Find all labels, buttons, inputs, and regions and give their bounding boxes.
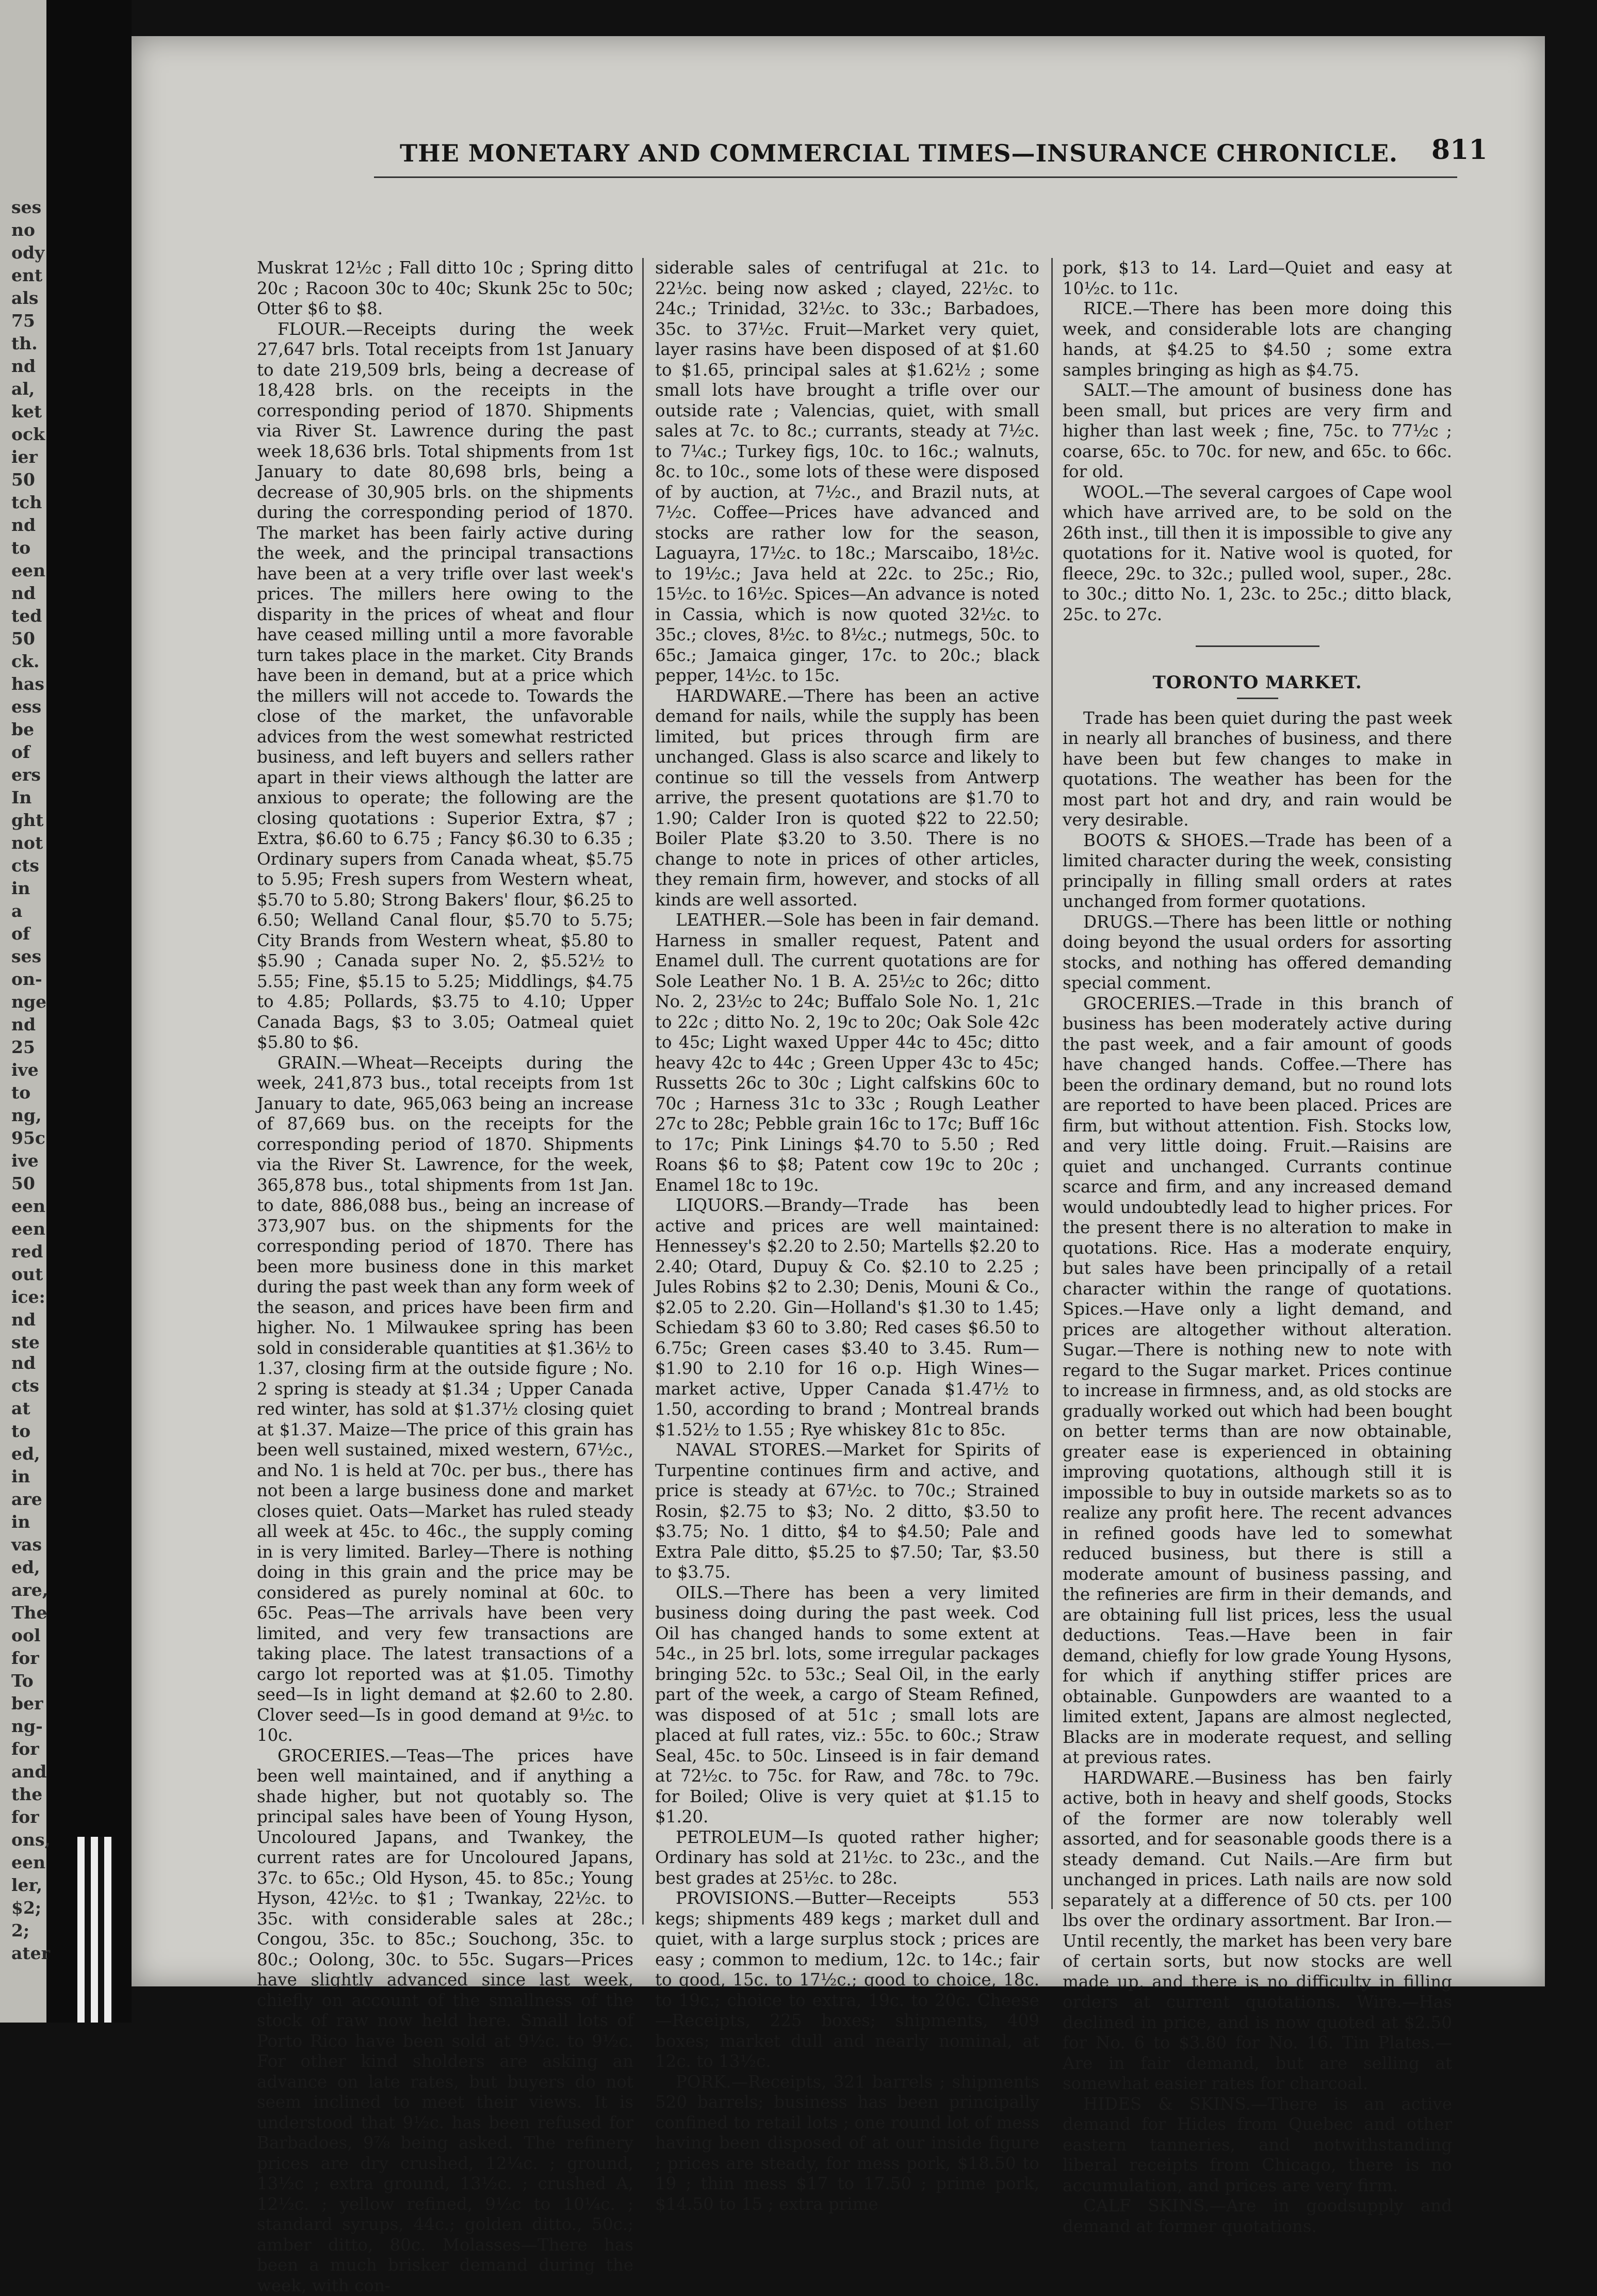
column-3 [1063, 258, 1452, 2237]
paragraph: GRAIN.—Wheat—Receipts during the week, 241,873 bus., total receipts from 1st January to date, 965,063 being an increase of 87,669 bus. on the receipts for the corresponding period of 1870. Shipments via the River St. Lawrence, for the week, 365,878 bus., total shipments from 1st Jan. to date, 886,088 bus., being an increase of 373,907 bus. on the shipments for the corresponding period of 1870. There has been more business done in this market during the past week than any form week of the season, and prices have been firm and higher. No. 1 Milwaukee spring has been sold in considerable quantities at $1.36½ to 1.37, closing firm at the outside figure ; No. 2 spring is steady at $1.34 ; Upper Canada red winter, has sold at $1.37½ closing quiet at $1.37. Maize—The price of this grain has been well sustained, mixed western, 67½c., and No. 1 is held at 70c. per bus., there has not been a large business done and market closes quiet. Oats—Market has ruled steady all week at 45c. to 46c., the supply coming in is very limited. Barley—There is nothing doing in this grain and the price may be considered as purely nominal at 60c. to 65c. Peas—The arrivals have been very limited, and very few transactions are taking place. The latest transactions of a cargo lot reported was at $1.05. Timothy seed—Is in light demand at $2.60 to 2.80. Clover seed—Is in good demand at 9½c. to 10c. [257, 1053, 633, 1746]
header-rule [374, 176, 1457, 178]
paragraph: HARDWARE.—Business has ben fairly active, both in heavy and shelf goods, Stocks of the former are now tolerably well assorted, and for seasonable goods there is a steady demand. Cut Nails.—Are firm but unchanged in prices. Lath nails are now sold separately at a difference of 50 cts. per 100 lbs over the ordinary assortment. Bar Iron.—Until recently, the market has been very bare of certain sorts, but now stocks are well made up, and there is no difficulty in filling orders at current quotations. Wire.—Has declined in price, and is now quoted at $2.50 for No. 6 to $3.80 for No. 16. Tin Plates.—Are in fair demand, but are selling at somewhat easier rates for charcoal. [1063, 1768, 1452, 2094]
title-rule [1237, 698, 1278, 699]
paragraph: siderable sales of centrifugal at 21c. to 22½c. being now asked ; clayed, 22½c. to 24c.; Trinidad, 32½c. to 33c.; Barbadoes, 35c. to 37½c. Fruit—Market very quiet, layer rasins have been disposed of at $1.60 to $1.65, principal sales at $1.62½ ; some small lots have brought a trifle over our outside rate ; Valencias, quiet, with small sales at 7c. to 8c.; currants, steady at 7½c. to 7¼c.; Turkey figs, 10c. to 16c.; walnuts, 8c. to 10c., some lots of these were disposed of by auction, at 7½c., and Brazil nuts, at 7½c. Coffee—Prices have advanced and stocks are rather low for the season, Laguayra, 17½c. to 18c.; Marscaibo, 18½c. to 19½c.; Java held at 22c. to 25c.; Rio, 15½c. to 16½c. Spices—An advance is noted in Cassia, which is now quoted 32½c. to 35c.; cloves, 8½c. to 8½c.; nutmegs, 50c. to 65c.; Jamaica ginger, 17c. to 20c.; black pepper, 14½c. to 15c. [655, 258, 1039, 686]
previous-page-edge [0, 0, 46, 2023]
page-header [132, 36, 1545, 201]
section-separator [1196, 645, 1319, 647]
column-2 [655, 258, 1039, 2214]
paragraph: GROCERIES.—Trade in this branch of business has been moderately active during the past week, and a fair amount of goods have changed hands. Coffee.—There has been the ordinary demand, but no round lots are reported to have been placed. Prices are firm, but without attention. Fish. Stocks low, and very little doing. Fruit.—Raisins are quiet and unchanged. Currants continue scarce and firm, and any increased demand would undoubtedly lead to higher prices. For the present there is no alteration to make in quotations. Rice. Has a moderate enquiry, but sales have been principally of a retail character within the range of quotations. Spices.—Have only a light demand, and prices are altogether without alteration. Sugar.—There is nothing new to note with regard to the Sugar market. Prices continue to increase in firmness, and, as old stocks are gradually worked out which had been bought on better terms than are now obtainable, greater ease is experienced in obtaining improving quotations, although still it is impossible to buy in outside markets so as to realize any profit here. The recent advances in refined goods have led to somewhat reduced business, but there is still a moderate amount of business passing, and the refineries are firm in their demands, and are obtaining full list prices, less the usual deductions. Teas.—Have been in fair demand, chiefly for low grade Young Hysons, for which if anything stiffer prices are obtainable. Gunpowders are waanted to a limited extent, Japans are almost neglected, Blacks are in moderate request, and selling at previous rates. [1063, 994, 1452, 1768]
paragraph: HIDES & SKINS.—There is an active demand for Hides from Quebec and other eastern tanneries, and notwithstanding liberal receipts from Chicago, there is no accumulation, and prices are very firm. [1063, 2094, 1452, 2196]
binding-stripes [77, 1837, 113, 2023]
paragraph: WOOL.—The several cargoes of Cape wool which have arrived are, to be sold on the 26th inst., till then it is impossible to give any quotations for it. Native wool is quoted, for fleece, 29c. to 32c.; pulled wool, super., 28c. to 30c.; ditto No. 1, 23c. to 25c.; ditto black, 25c. to 27c. [1063, 482, 1452, 625]
paragraph: OILS.—There has been a very limited business doing during the past week. Cod Oil has changed hands to some extent at 54c., in 25 brl. lots, some irregular packages bringing 52c. to 53c.; Seal Oil, in the early part of the week, a cargo of Steam Refined, was disposed of at 51c ; small lots are placed at full rates, viz.: 55c. to 60c.; Straw Seal, 45c. to 50c. Linseed is in fair demand at 72½c. to 75c. for Raw, and 78c. to 79c. for Boiled; Olive is very quiet at $1.15 to $1.20. [655, 1583, 1039, 1828]
column-rule [1051, 258, 1053, 1909]
paragraph: NAVAL STORES.—Market for Spirits of Turpentine continues firm and active, and price is steady at 67½c. to 70c.; Strained Rosin, $2.75 to $3; No. 2 ditto, $3.50 to $3.75; No. 1 ditto, $4 to $4.50; Pale and Extra Pale ditto, $5.25 to $7.50; Tar, $3.50 to $3.75. [655, 1440, 1039, 1583]
paragraph: RICE.—There has been more doing this week, and considerable lots are changing hands, at $4.25 to $4.50 ; some extra samples bringing as high as $4.75. [1063, 299, 1452, 380]
column-rule [642, 258, 644, 1925]
paragraph: HARDWARE.—There has been an active demand for nails, while the supply has been limited, but prices through firm are unchanged. Glass is also scarce and likely to continue so till the vessels from Antwerp arrive, the present quotations are $1.70 to 1.90; Calder Iron is quoted $22 to 22.50; Boiler Plate $3.20 to 3.50. There is no change to note in prices of other articles, they remain firm, however, and stocks of all kinds are well assorted. [655, 686, 1039, 911]
paragraph: LIQUORS.—Brandy—Trade has been active and prices are well maintained: Hennessey's $2.20 to 2.50; Martells $2.20 to 2.40; Otard, Dupuy & Co. $2.10 to 2.25 ; Jules Robins $2 to 2.30; Denis, Mouni & Co., $2.05 to 2.20. Gin—Holland's $1.30 to 1.45; Schiedam $3 60 to 3.80; Red cases $6.50 to 6.75c; Green cases $3.40 to 3.45. Rum—$1.90 to 2.10 for 16 o.p. High Wines—market active, Upper Canada $1.47½ to 1.50, according to brand ; Montreal brands $1.52½ to 1.55 ; Rye whiskey 81c to 85c. [655, 1195, 1039, 1440]
newspaper-page [132, 36, 1545, 1986]
paragraph: PROVISIONS.—Butter—Receipts 553 kegs; shipments 489 kegs ; market dull and quiet, with a large surplus stock ; prices are easy ; common to medium, 12c. to 14c.; fair to good, 15c. to 17½c.; good to choice, 18c. to 19c.; choice to extra, 19c. to 20c. Cheese—Receipts, 225 boxes; shipments, 409 boxes; market dull and nearly nominal, at 12c. to 13½c. [655, 1888, 1039, 2072]
scanner-margin [0, 0, 132, 2023]
section-title: TORONTO MARKET. [1063, 673, 1452, 693]
paragraph: LEATHER.—Sole has been in fair demand. Harness in smaller request, Patent and Enamel dull. The current quotations are for Sole Leather No. 1 B. A. 25½c to 26c; ditto No. 2, 23½c to 24c; Buffalo Sole No. 1, 21c to 22c ; ditto No. 2, 19c to 20c; Oak Sole 42c to 45c; Light waxed Upper 44c to 45c; ditto heavy 42c to 44c ; Green Upper 43c to 45c; Russetts 26c to 30c ; Light calfskins 60c to 70c ; Harness 31c to 33c ; Rough Leather 27c to 28c; Pebble grain 16c to 17c; Buff 16c to 17c; Pink Linings $4.70 to 5.50 ; Red Roans $6 to $8; Patent cow 19c to 20c ; Enamel 18c to 19c. [655, 910, 1039, 1195]
paragraph: Trade has been quiet during the past week in nearly all branches of business, and there have been but few changes to make in quotations. The weather has been for the most part hot and dry, and rain would be very desirable. [1063, 708, 1452, 831]
paragraph: Muskrat 12½c ; Fall ditto 10c ; Spring ditto 20c ; Racoon 30c to 40c; Skunk 25c to 50c; Otter $6 to $8. [257, 258, 633, 319]
paragraph: DRUGS.—There has been little or nothing doing beyond the usual orders for assorting stocks, and nothing has offered demanding special comment. [1063, 912, 1452, 994]
running-title: THE MONETARY AND COMMERCIAL TIMES—INSURANCE CHRONICLE. [400, 139, 1398, 167]
previous-page-fragment: ses no ody ent als 75 th. nd al, ket ock ier 50 tch nd to een nd ted 50 ck. has ess be of ers In ght not cts in a of ses on- nge nd 25 ive to ng, 95c ive 50 een een red out ice: nd ste [11, 196, 46, 1354]
paragraph: SALT.—The amount of business done has been small, but prices are very firm and higher than last week ; fine, 75c. to 77½c ; coarse, 65c. to 70c. for new, and 65c. to 66c. for old. [1063, 380, 1452, 482]
paragraph: GROCERIES.—Teas—The prices have been well maintained, and if anything a shade higher, but not quotably so. The principal sales have been of Young Hyson, Uncoloured Japans, and Twankey, the current rates are for Uncoloured Japans, 37c. to 65c.; Old Hyson, 45. to 85c.; Young Hyson, 42½c. to $1 ; Twankay, 22½c. to 35c. with considerable sales at 28c.; Congou, 35c. to 85c.; Souchong, 35c. to 80c.; Oolong, 30c. to 55c. Sugars—Prices have slightly advanced since last week, chiefly on account of the smallness of the stock of raw now held here. Small lots of Porto Rico have been sold at 9½c. to 9½c. For other kind sholders are asking an advance on late rates, but buyers do not seem inclined to meet their views. It is understood that 9½c. has been refused for Barbadoes, 9⅞ being asked. The refinery prices are dry crushed, 12¼c. ; ground, 13½c ; extra ground, 13½c. ; crushed A, 12½c. ; yellow refined, 9½c to 10¼c. ; standard syrups, 44c.; golden ditto., 50c.; amber ditto, 80c. Molasses—There has been a much brisker demand during the week, with con- [257, 1746, 633, 2296]
paragraph: PORK.—Receipts, 321 barrels ; shipments 520 barrels; business has been principally confined to retail lots ; one round lot of mess having been disposed of at our inside figure ; prices are steady, for mess pork, $18.50 to 19 ; thin mess $17 to 17.50 ; prime pork, $14.50 to 15 ; extra prime [655, 2072, 1039, 2215]
paragraph: FLOUR.—Receipts during the week 27,647 brls. Total receipts from 1st January to date 219,509 brls, being a decrease of 18,428 brls. on the receipts in the corresponding period of 1870. Shipments via River St. Lawrence during the past week 18,636 brls. Total shipments from 1st January to date 80,698 brls, being a decrease of 30,905 brls. on the shipments during the corresponding period of 1870. The market has been fairly active during the week, and the principal transactions have been at a very trifle over last week's prices. The millers here owing to the disparity in the prices of wheat and flour have ceased milling until a more favorable turn takes place in the market. City Brands have been in demand, but at a price which the millers will not accede to. Towards the close of the market, the unfavorable advices from the west somewhat restricted business, and left buyers and sellers rather apart in their views although the latter are anxious to operate; the following are the closing quotations : Superior Extra, $7 ; Extra, $6.60 to 6.75 ; Fancy $6.30 to 6.35 ; Ordinary supers from Canada wheat, $5.75 to 5.95; Fresh supers from Western wheat, $5.70 to 5.80; Strong Bakers' flour, $6.25 to 6.50; Welland Canal flour, $5.70 to 5.75; City Brands from Western wheat, $5.80 to $5.90 ; Canada super No. 2, $5.52½ to 5.55; Fine, $5.15 to 5.25; Middlings, $4.75 to 4.85; Pollards, $3.75 to 4.10; Upper Canada Bags, $3 to 3.05; Oatmeal quiet $5.80 to $6. [257, 319, 633, 1053]
page-number: 811 [1431, 134, 1488, 166]
previous-page-fragment: nd cts at to ed, in are in vas ed, are, The ool for To ber ng- for and the for ons, een ler, $2; 2; ater [11, 1352, 51, 1965]
paragraph: PETROLEUM—Is quoted rather higher; Ordinary has sold at 21½c. to 23c., and the best grades at 25½c. to 28c. [655, 1828, 1039, 1889]
paragraph: CALF SKINS.—Are in goodsupply and demand at former quotations. [1063, 2196, 1452, 2237]
column-1 [257, 258, 633, 2296]
paragraph: pork, $13 to 14. Lard—Quiet and easy at 10½c. to 11c. [1063, 258, 1452, 299]
paragraph: BOOTS & SHOES.—Trade has been of a limited character during the week, consisting principally in filling small orders at rates unchanged from former quotations. [1063, 831, 1452, 912]
